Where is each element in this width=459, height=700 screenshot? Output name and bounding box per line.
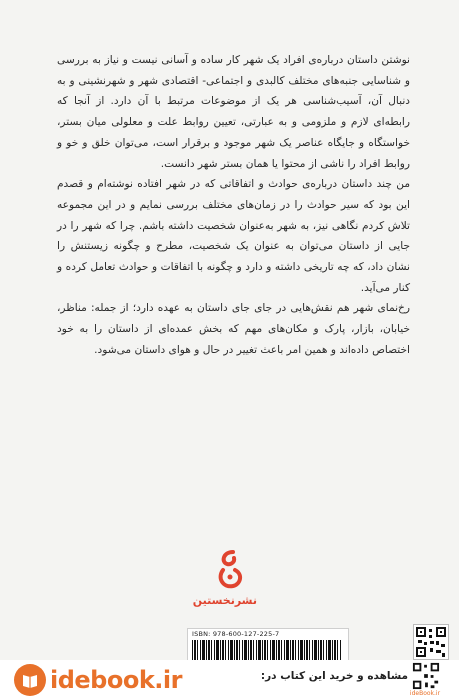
qr-code-icon xyxy=(413,624,449,660)
idebook-site-name: idebook.ir xyxy=(50,666,182,694)
publisher-name: نشرنخستین xyxy=(192,594,257,607)
book-icon xyxy=(14,664,46,696)
publisher-mark-icon xyxy=(213,548,247,592)
idebook-logo[interactable] xyxy=(14,663,184,697)
blurb-paragraph-2: من چند داستان درباره‌ی حوادث و اتفاقاتی که در شهر افتاده نوشته‌ام و قصدم این بود که سیر حوادث را در زمان‌های مختلف بررسی نمایم و در این مجموعه تلاش کردم نگاهی نیز، به شهر به‌عنوان شخصیت داشته باشم. چرا که شهر را در جایی از داستان می‌توان به عنوان یک شخصیت، مطرح و چگونه زیستنش را نشان داد، که چه تاریخی داشته و دارد و چگونه با اتفاقات و حوادث تعامل کرده و کنار می‌آید. xyxy=(57,178,410,294)
qr-caption: ideBook.ir xyxy=(409,690,441,697)
blurb-text xyxy=(57,50,410,361)
blurb-paragraph-3: رخ‌نمای شهر هم نقش‌هایی در جای جای داستان به عهده دارد؛ از جمله: مناظر، خیابان، بازار، پارک و مکان‌های مهم که بخش عمده‌ای از داستان را به خود اختصاص داده‌اند و همین امر باعث تغییر در حال و هوای داستان می‌شود. xyxy=(57,302,410,356)
blurb-paragraph-1: نوشتن داستان درباره‌ی افراد یک شهر کار ساده و آسانی نیست و نیاز به بررسی و شناسایی جنبه‌های مختلف کالبدی و اجتماعی- اقتصادی شهر و شهرنشینی و به دنبال آن، آسیب‌شناسی هر یک از موضوعات مرتبط با آن دارد. از آنجا که رابطه‌ای لازم و ملزومی و به عبارتی، تعیین روابط علت و معلولی میان بستر، خواستگاه و جایگاه عناصر یک شهر موجود و برقرار است، می‌توان خلق و خو و روابط افراد را ناشی از محتوا یا همان بستر شهر دانست. xyxy=(57,54,410,170)
publisher-logo xyxy=(192,548,257,628)
isbn-number: ISBN: 978-600-127-225-7 xyxy=(192,630,280,638)
buy-promo-text[interactable]: مشاهده و خرید این کتاب در: xyxy=(260,670,408,682)
